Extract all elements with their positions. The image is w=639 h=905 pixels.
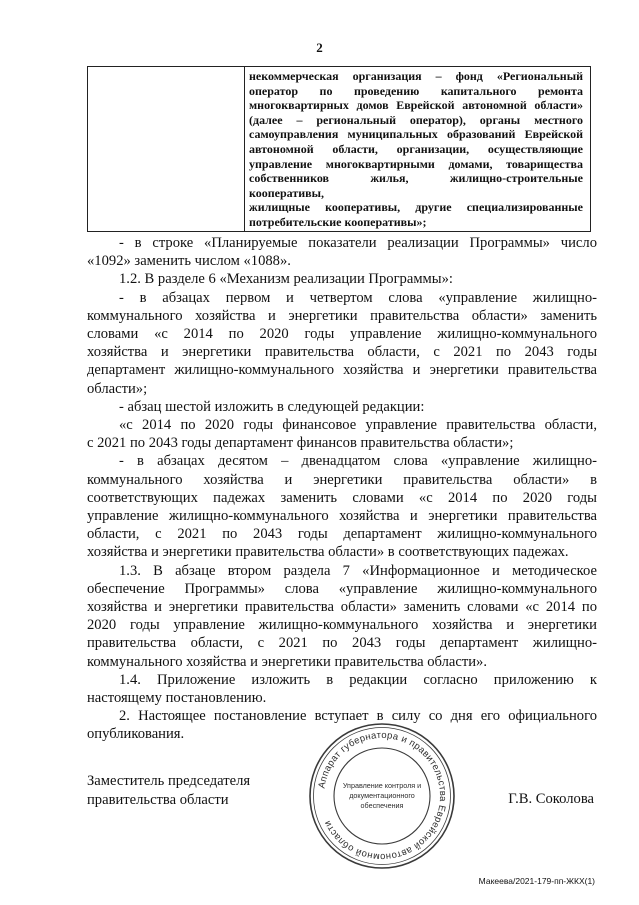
stamp-center-line: Управление контроля и xyxy=(342,781,422,790)
table-cell-line: собственников жилья, жилищно-строительные кооперативы, xyxy=(249,171,583,200)
page-number: 2 xyxy=(316,40,323,55)
document-body xyxy=(87,234,597,744)
table-cell-line: оператор по проведению капитального ремонта xyxy=(249,83,583,98)
signer-position xyxy=(87,772,250,809)
body-line: управление жилищно-коммунального хозяйства и энергетики правительства xyxy=(87,508,597,525)
document-footer-code: Макеева/2021-179-пп-ЖКХ(1) xyxy=(478,876,595,886)
table xyxy=(87,66,591,232)
stamp-ring-text: Аппарат губернатора и правительства Еврейской автономной области xyxy=(316,729,449,863)
body-line: хозяйства и энергетики правительства области» заменить словами «с 2014 по xyxy=(87,599,597,616)
body-line: хозяйства и энергетики правительства области, с 2021 по 2043 годы xyxy=(87,344,597,361)
stamp-center-line: документационного xyxy=(349,791,415,800)
body-line: - в абзацах десятом – двенадцатом слова «управление жилищно- xyxy=(119,453,597,470)
body-line: «с 2014 по 2020 годы финансовое управление правительства области, xyxy=(119,417,597,434)
table-cell-line: самоуправления муниципальных образований Еврейской xyxy=(249,127,583,142)
body-line: - абзац шестой изложить в следующей редакции: xyxy=(119,398,425,415)
table-cell-line: управление многоквартирными домами, товарищества xyxy=(249,156,583,171)
body-line: 2020 годы управление жилищно-коммунального хозяйства и энергетики xyxy=(87,617,597,634)
body-line: словами «с 2014 по 2020 годы управление жилищно-коммунального xyxy=(87,326,597,343)
body-line: коммунального хозяйства и энергетики правительства области» заменить xyxy=(87,307,597,324)
official-stamp xyxy=(308,722,456,870)
body-line: хозяйства и энергетики правительства области» в соответствующих падежах. xyxy=(87,544,569,561)
body-line: области»; xyxy=(87,380,148,397)
table-cell-line: жилищные кооперативы, другие специализированные xyxy=(249,200,583,215)
body-line: коммунального хозяйства и энергетики правительства области» в xyxy=(87,471,597,488)
section-heading: 1.2. В разделе 6 «Механизм реализации Программы»: xyxy=(119,271,453,288)
body-line: настоящему постановлению. xyxy=(87,690,267,707)
section-heading: 2. Настоящее постановление вступает в силу со дня его официального xyxy=(119,708,597,725)
stamp-center-line: обеспечения xyxy=(360,801,404,810)
section-heading: 1.4. Приложение изложить в редакции согласно приложению к xyxy=(119,671,597,688)
body-line: обеспечение Программы» слова «управление жилищно-коммунального xyxy=(87,580,597,597)
body-line: «1092» заменить числом «1088». xyxy=(87,253,291,270)
table-cell-line: потребительские кооперативы»; xyxy=(249,214,427,229)
signer-position-line: правительства области xyxy=(87,791,229,808)
signer-name: Г.В. Соколова xyxy=(508,791,594,807)
table-cell-line: (далее – региональный оператор), органы местного xyxy=(249,112,583,127)
section-heading: 1.3. В абзаце втором раздела 7 «Информационное и методическое xyxy=(119,562,597,579)
body-line: с 2021 по 2043 годы департамент финансов правительства области»; xyxy=(87,435,514,452)
body-line: департамент жилищно-коммунального хозяйства и энергетики правительства xyxy=(87,362,597,379)
table-cell-line: некоммерческая организация – фонд «Региональный xyxy=(249,69,583,83)
body-line: - в строке «Планируемые показатели реализации Программы» число xyxy=(119,235,597,251)
body-line: - в абзацах первом и четвертом слова «управление жилищно- xyxy=(119,289,597,306)
body-line: правительства области, с 2021 по 2043 годы департамент жилищно- xyxy=(87,635,597,652)
body-line: области, с 2021 по 2043 годы департамент жилищно-коммунального xyxy=(87,526,597,543)
body-line: соответствующих падежах заменить словами «с 2014 по 2020 годы xyxy=(87,489,597,506)
body-line: коммунального хозяйства и энергетики правительства области». xyxy=(87,653,487,670)
body-line: опубликования. xyxy=(87,726,185,743)
table-cell-line: автономной области, организации, осуществляющие xyxy=(249,141,583,156)
table-cell-text xyxy=(249,69,583,230)
table-column-divider xyxy=(244,67,245,231)
table-cell-line: многоквартирных домов Еврейской автономной области» xyxy=(249,98,583,113)
signer-position-line: Заместитель председателя xyxy=(87,773,251,789)
